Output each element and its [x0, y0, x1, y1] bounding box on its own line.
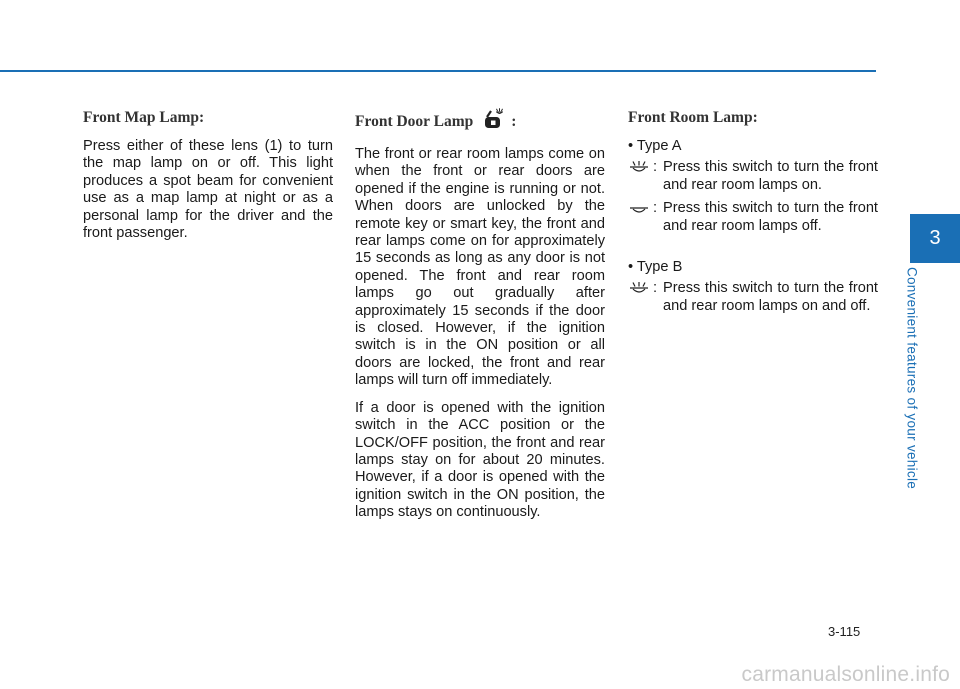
room-lamp-on-icon — [629, 159, 651, 177]
top-rule — [0, 70, 876, 72]
front-door-lamp-heading — [355, 108, 605, 136]
type-a-off-colon: : — [653, 200, 658, 217]
front-map-lamp-heading: Front Map Lamp: — [83, 109, 205, 126]
room-lamp-on-icon — [629, 280, 651, 298]
room-lamp-off-icon — [629, 200, 651, 218]
column-front-map-lamp — [83, 108, 333, 252]
front-door-lamp-heading-text: Front Door Lamp — [355, 113, 474, 130]
type-a-off-item — [628, 200, 878, 235]
type-b-text: Press this switch to turn the front and rear room lamps on and off. — [663, 280, 878, 314]
type-b-label: • Type B — [628, 259, 683, 276]
front-door-lamp-heading-colon: : — [511, 113, 517, 130]
column-front-door-lamp — [355, 108, 605, 532]
type-a-off-text: Press this switch to turn the front and rear room lamps off. — [663, 200, 878, 234]
chapter-tab: 3 — [910, 214, 960, 263]
type-b-item — [628, 280, 878, 315]
page-number: 3-115 — [828, 624, 861, 639]
front-map-lamp-text: Press either of these lens (1) to turn the map lamp on or off. This light produces a spot beam for convenient use as a map lamp at night or as a personal lamp for the driver and the front passenger. — [83, 138, 333, 242]
chapter-label-text: Convenient features of your vehicle — [904, 266, 920, 490]
door-lamp-icon — [481, 108, 507, 136]
type-a-on-text: Press this switch to turn the front and rear room lamps on. — [663, 159, 878, 193]
type-b-colon: : — [653, 280, 658, 297]
watermark: carmanualsonline.info — [741, 663, 950, 686]
type-a-label: • Type A — [628, 138, 682, 154]
column-front-room-lamp — [628, 108, 878, 321]
front-door-lamp-text-2: If a door is opened with the ignition switch in the ACC position or the LOCK/OFF position, the front and rear lamps stay on for about 20 minutes. However, if a door is opened with the ignition switch in the ON position, the lamps stays on continuously. — [355, 399, 605, 521]
type-a-on-colon: : — [653, 159, 658, 176]
type-a-on-item — [628, 159, 878, 194]
front-room-lamp-heading: Front Room Lamp: — [628, 109, 758, 126]
chapter-label — [902, 262, 922, 494]
front-door-lamp-text-1: The front or rear room lamps come on when the front or rear doors are opened if the engine is running or not. When doors are unlocked by the remote key or smart key, the front and rear lamps come on for approximately 15 seconds as long as any door is not opened. The front and rear room lamps go out gradually after approximately 15 seconds if the door is closed. However, if the ignition switch is in the ON position or all doors are locked, the front and rear lamps will turn off immediately. — [355, 146, 605, 389]
